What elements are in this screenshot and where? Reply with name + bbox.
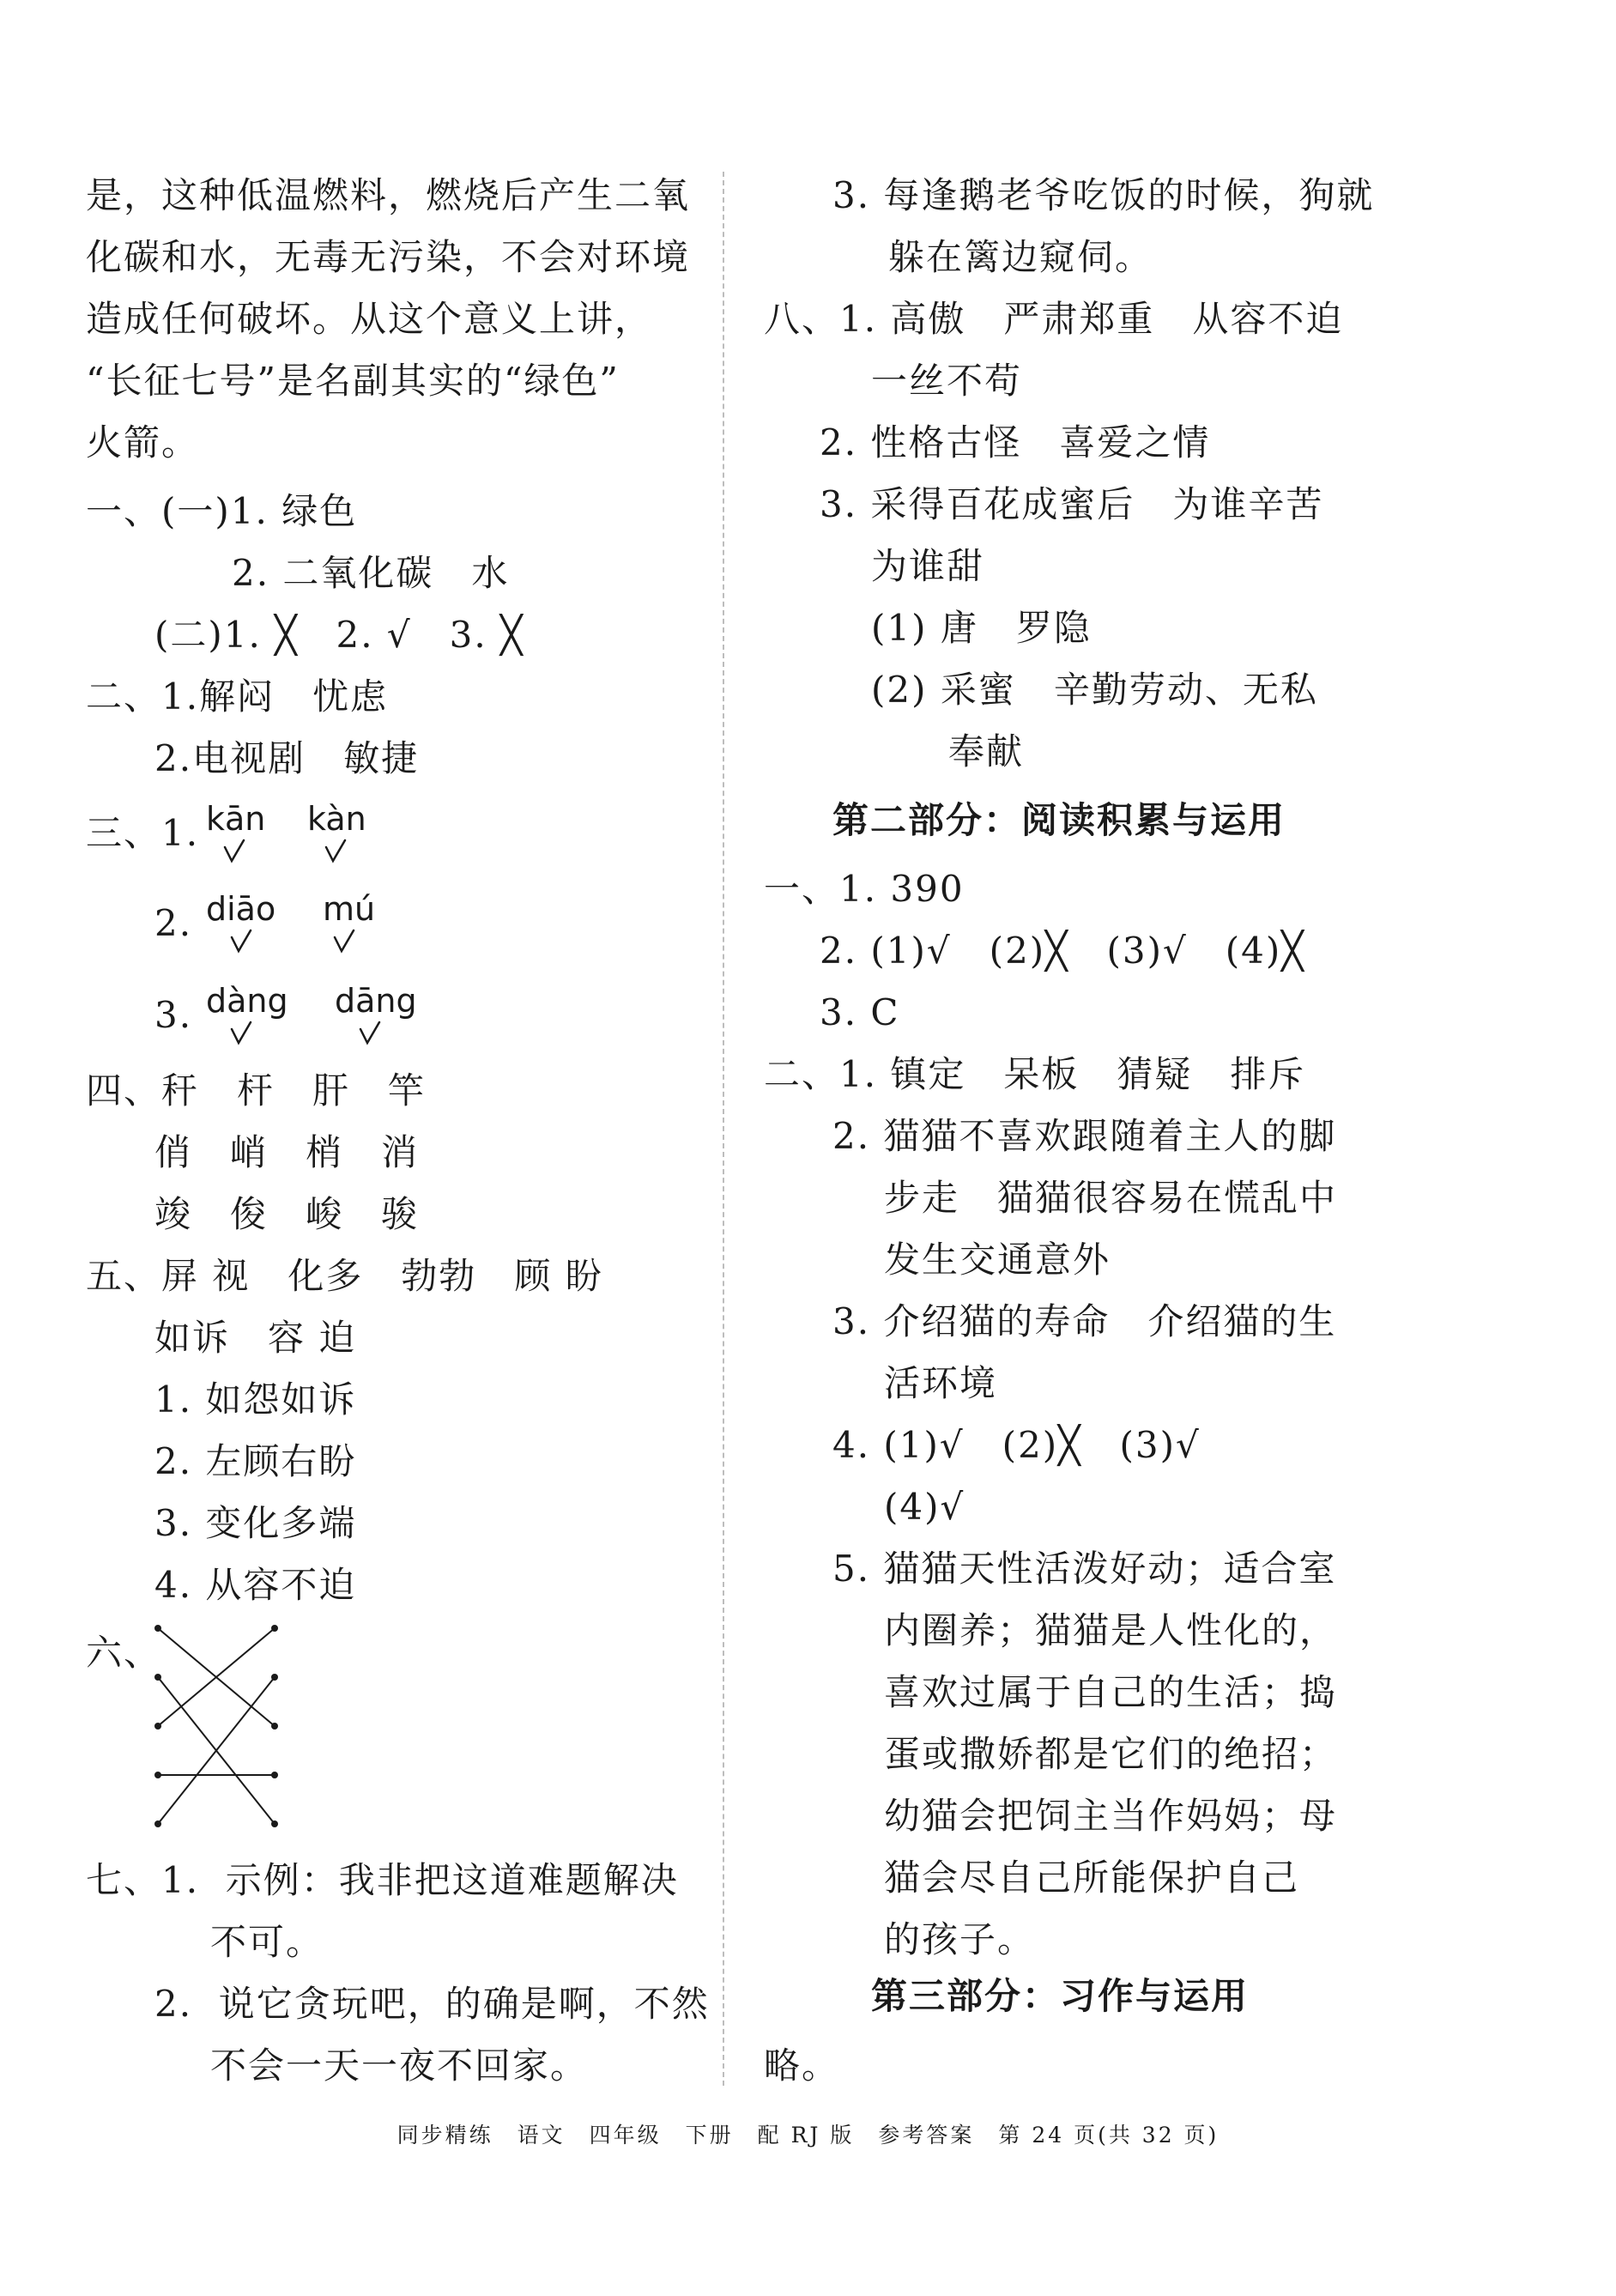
q8-line-1: 八、1. 高傲 严肃郑重 从容不迫 xyxy=(764,298,1344,340)
p2-q2-line-8: (4)√ xyxy=(884,1486,965,1528)
part2-heading: 第二部分：阅读积累与运用 xyxy=(832,799,1286,841)
q7-line-2: 不可。 xyxy=(210,1921,324,1963)
q3-checkmarks-2 xyxy=(206,927,378,961)
q2-line-2: 2.电视剧 敏捷 xyxy=(154,737,420,779)
q3-pinyin-3a: dàng xyxy=(206,982,288,1020)
passage-line-4: “长征七号”是名副其实的“绿色” xyxy=(86,360,620,402)
q5-line-4: 2. 左顾右盼 xyxy=(154,1440,357,1482)
passage-line-5: 火箭。 xyxy=(86,421,200,463)
passage-line-1: 是，这种低温燃料，燃烧后产生二氧 xyxy=(86,174,691,216)
matching-lines-diagram xyxy=(144,1618,290,1850)
q1-line-2: 2. 二氧化碳 水 xyxy=(232,552,510,594)
q1-line-1: 一、(一)1. 绿色 xyxy=(86,490,358,532)
q8-line-3: 2. 性格古怪 喜爱之情 xyxy=(820,421,1211,463)
q7-line-4: 不会一天一夜不回家。 xyxy=(210,2045,589,2087)
q7-line-3: 2. 说它贪玩吧，的确是啊，不然 xyxy=(154,1983,710,2025)
p2-q2-line-11: 喜欢过属于自己的生活；捣 xyxy=(884,1671,1338,1713)
p2-q2-line-14: 猫会尽自己所能保护自己 xyxy=(884,1857,1300,1899)
q8-line-2: 一丝不苟 xyxy=(871,360,1023,402)
p2-q2-line-9: 5. 猫猫天性活泼好动；适合室 xyxy=(832,1548,1337,1590)
q2-line-1: 二、1.解闷 忧虑 xyxy=(86,675,389,718)
q5-line-5: 3. 变化多端 xyxy=(154,1502,357,1544)
p2-q2-line-3: 步走 猫猫很容易在慌乱中 xyxy=(884,1177,1338,1219)
q8-line-4: 3. 采得百花成蜜后 为谁辛苦 xyxy=(820,483,1324,525)
p2-q2-line-2: 2. 猫猫不喜欢跟随着主人的脚 xyxy=(832,1115,1337,1157)
p2-q2-line-6: 活环境 xyxy=(884,1362,998,1404)
q3-row2-label: 2. xyxy=(154,902,193,944)
p2-q2-line-13: 幼猫会把饲主当作妈妈；母 xyxy=(884,1795,1338,1837)
q4-line-3: 竣 俊 峻 骏 xyxy=(154,1193,420,1235)
q3-checkmarks-1 xyxy=(206,837,378,871)
q8-line-5: 为谁甜 xyxy=(871,545,985,587)
q4-line-1: 四、秆 杆 肝 竿 xyxy=(86,1069,427,1112)
column-divider xyxy=(723,172,724,2086)
q8-line-6: (1) 唐 罗隐 xyxy=(871,607,1092,649)
p2-q2-line-10: 内圈养；猫猫是人性化的， xyxy=(884,1609,1338,1651)
page-footer: 同步精练 语文 四年级 下册 配 RJ 版 参考答案 第 24 页(共 32 页) xyxy=(396,2123,1220,2148)
q5-line-6: 4. 从容不迫 xyxy=(154,1564,357,1606)
passage-line-3: 造成任何破坏。从这个意义上讲， xyxy=(86,298,653,340)
q3-checkmarks-3 xyxy=(206,1019,429,1053)
p2-q2-line-4: 发生交通意外 xyxy=(884,1239,1111,1281)
q8-line-8: 奉献 xyxy=(948,730,1025,772)
q3-row3-label: 3. xyxy=(154,994,193,1036)
q7-line-1: 七、1. 示例：我非把这道难题解决 xyxy=(86,1859,679,1901)
q6-label: 六、 xyxy=(86,1632,162,1674)
q3-pinyin-1a: kān xyxy=(206,800,266,838)
p2-q1-line-1: 一、1. 390 xyxy=(764,868,965,910)
passage-line-2: 化碳和水，无毒无污染，不会对环境 xyxy=(86,236,691,278)
p2-q2-line-15: 的孩子。 xyxy=(884,1918,1036,1960)
p2-q1-line-2: 2. (1)√ (2)╳ (3)√ (4)╳ xyxy=(820,930,1305,972)
q3-pinyin-3b: dāng xyxy=(335,982,417,1020)
q4-line-2: 俏 峭 梢 消 xyxy=(154,1131,420,1173)
q3-label: 三、1. xyxy=(86,812,200,854)
part3-heading: 第三部分：习作与运用 xyxy=(871,1975,1250,2017)
q7-3-line-1: 3. 每逢鹅老爷吃饭的时候，狗就 xyxy=(832,174,1375,216)
p2-q2-line-5: 3. 介绍猫的寿命 介绍猫的生 xyxy=(832,1300,1337,1342)
p2-q2-line-7: 4. (1)√ (2)╳ (3)√ xyxy=(832,1424,1201,1466)
q8-line-7: (2) 采蜜 辛勤劳动、无私 xyxy=(871,669,1318,711)
p2-q1-line-3: 3. C xyxy=(820,991,900,1033)
q7-3-line-2: 躲在篱边窥伺。 xyxy=(888,236,1153,278)
p3-answer: 略。 xyxy=(764,2045,840,2087)
q3-pinyin-2b: mú xyxy=(323,890,376,928)
q5-line-2: 如诉 容 迫 xyxy=(154,1317,357,1359)
q3-pinyin-1b: kàn xyxy=(307,800,366,838)
p2-q2-line-12: 蛋或撒娇都是它们的绝招； xyxy=(884,1733,1338,1775)
q5-line-3: 1. 如怨如诉 xyxy=(154,1378,357,1421)
q1-line-3: (二)1. ╳ 2. √ 3. ╳ xyxy=(154,614,524,656)
p2-q2-line-1: 二、1. 镇定 呆板 猜疑 排斥 xyxy=(764,1053,1306,1095)
q3-pinyin-2a: diāo xyxy=(206,890,276,928)
q5-line-1: 五、屏 视 化多 勃勃 顾 盼 xyxy=(86,1255,603,1297)
